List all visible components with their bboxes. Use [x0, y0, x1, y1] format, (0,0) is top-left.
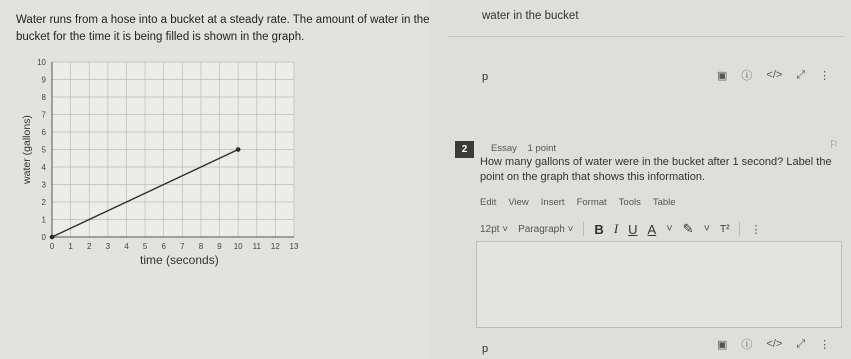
editor-formatbar: [480, 221, 761, 237]
more-icon[interactable]: ⋮: [750, 223, 762, 236]
menu-format[interactable]: Format: [576, 197, 607, 208]
expand-icon[interactable]: ⤢: [796, 68, 806, 81]
editor-menubar: [480, 197, 676, 208]
font-size-value: 12pt: [480, 223, 500, 235]
x-tick-label: 13: [289, 242, 299, 251]
line-chart: [14, 50, 314, 265]
chevron-down-icon[interactable]: ˅: [666, 223, 673, 235]
y-tick-label: 3: [41, 180, 46, 190]
question-type: Essay: [491, 143, 517, 154]
info-icon[interactable]: ⓘ: [741, 339, 753, 351]
y-tick-label: 6: [41, 128, 46, 137]
image-icon[interactable]: ▣: [717, 338, 728, 351]
essay-answer-input[interactable]: [476, 241, 842, 328]
code-icon[interactable]: </>: [766, 69, 783, 81]
y-tick-label: 10: [37, 58, 46, 67]
data-point: [236, 147, 241, 152]
menu-insert[interactable]: Insert: [540, 197, 565, 208]
question-number: 2: [455, 141, 474, 158]
block-format-value: Paragraph: [518, 223, 565, 235]
editor-status-toolbar: [717, 67, 830, 83]
y-tick-label: 0: [41, 233, 46, 242]
x-tick-label: 8: [198, 242, 204, 251]
question-points: 1 point: [527, 143, 557, 154]
highlight-icon[interactable]: ✎: [682, 221, 694, 236]
x-tick-label: 1: [68, 242, 73, 251]
x-tick-label: 12: [270, 242, 280, 251]
x-tick-label: 0: [49, 242, 55, 251]
menu-edit[interactable]: Edit: [480, 197, 497, 208]
x-tick-label: 2: [87, 242, 92, 251]
editor-status-toolbar: [717, 336, 830, 352]
question-meta: [491, 143, 564, 154]
bold-button[interactable]: B: [594, 221, 604, 237]
expand-icon[interactable]: ⤢: [796, 337, 806, 350]
x-tick-label: 3: [105, 242, 111, 251]
x-tick-label: 4: [124, 242, 129, 251]
x-tick-label: 11: [252, 242, 261, 251]
y-tick-label: 7: [41, 110, 46, 120]
x-tick-label: 6: [161, 242, 166, 251]
chevron-down-icon[interactable]: ˅: [703, 223, 710, 235]
block-format-select[interactable]: [518, 224, 573, 235]
question-prompt: How many gallons of water were in the bucket after 1 second? Label the point on the graph that shows this information.: [480, 156, 832, 183]
y-axis-label: water (gallons): [21, 115, 33, 184]
paragraph-indicator: p: [482, 71, 489, 83]
font-size-select[interactable]: [480, 224, 508, 235]
info-icon[interactable]: ⓘ: [741, 70, 753, 82]
answer-title: water in the bucket: [482, 10, 579, 22]
toolbar-divider: [583, 222, 584, 236]
x-tick-label: 10: [233, 242, 243, 251]
chevron-down-icon: ˅: [502, 223, 509, 235]
y-tick-label: 4: [41, 163, 46, 172]
graph: [14, 50, 314, 265]
chevron-down-icon: ˅: [567, 223, 574, 235]
y-tick-label: 1: [41, 215, 46, 225]
italic-button[interactable]: I: [613, 221, 619, 236]
flag-icon[interactable]: ⚐: [829, 139, 839, 151]
paragraph-indicator: p: [482, 343, 489, 355]
text-color-button[interactable]: A: [647, 221, 657, 237]
y-tick-label: 5: [41, 145, 46, 155]
image-icon[interactable]: ▣: [717, 69, 728, 82]
question-text: Water runs from a hose into a bucket at a steady rate. The amount of water in the bucket for the time it is being filled is shown in the graph.: [16, 14, 430, 43]
underline-button[interactable]: U: [628, 221, 638, 237]
y-tick-label: 2: [41, 198, 46, 207]
drag-icon[interactable]: ⋮: [819, 338, 831, 351]
x-tick-label: 7: [180, 242, 185, 251]
code-icon[interactable]: </>: [766, 338, 783, 350]
x-tick-label: 5: [142, 242, 148, 251]
toolbar-divider: [739, 222, 740, 236]
x-axis-label: time (seconds): [140, 253, 219, 267]
menu-table[interactable]: Table: [652, 197, 676, 208]
y-tick-label: 9: [41, 75, 46, 85]
y-tick-label: 8: [41, 93, 46, 102]
drag-icon[interactable]: ⋮: [819, 69, 831, 82]
superscript-button[interactable]: T²: [720, 223, 730, 235]
data-point: [50, 235, 55, 240]
x-tick-label: 9: [217, 242, 222, 251]
menu-tools[interactable]: Tools: [618, 197, 641, 208]
menu-view[interactable]: View: [508, 197, 529, 208]
